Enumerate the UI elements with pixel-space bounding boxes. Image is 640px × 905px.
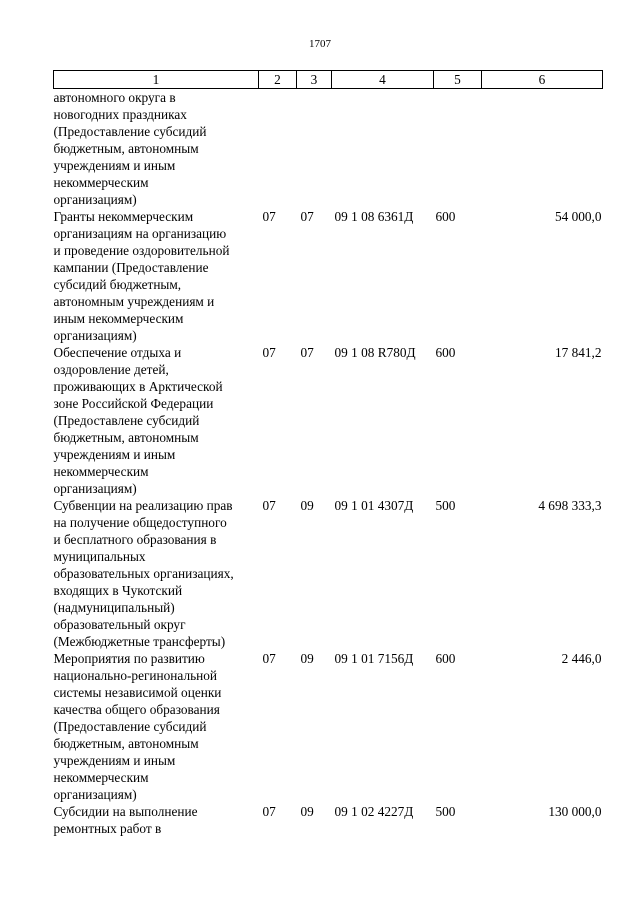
row-name-line: некоммерческим bbox=[53, 464, 149, 479]
row-amount: 4 698 333,3 bbox=[538, 498, 602, 513]
row-expense-type: 600 bbox=[435, 651, 456, 666]
row-name-line: системы независимой оценки bbox=[53, 685, 222, 700]
row-name bbox=[54, 89, 259, 209]
row-name-line: бюджетным, автономным bbox=[53, 736, 199, 751]
row-name-line: организациям) bbox=[53, 192, 137, 207]
row-section: 07 bbox=[262, 651, 276, 666]
row-section: 07 bbox=[262, 209, 276, 224]
row-expense-type: 600 bbox=[435, 209, 456, 224]
row-name-line: кампании (Предоставление bbox=[53, 260, 209, 275]
row-expense-type bbox=[434, 89, 482, 209]
row-amount: 130 000,0 bbox=[548, 804, 602, 819]
row-name-line: и проведение оздоровительной bbox=[53, 243, 230, 258]
row-name-line: бюджетным, автономным bbox=[53, 141, 199, 156]
row-section: 07 bbox=[262, 498, 276, 513]
row-name-line: Субсидии на выполнение bbox=[53, 804, 198, 819]
row-amount bbox=[482, 89, 603, 209]
row-target-article: 09 1 08 R780Д bbox=[334, 345, 416, 360]
row-name-line: автономного округа в bbox=[53, 90, 176, 105]
column-header-6: 6 bbox=[482, 71, 603, 89]
row-subsection: 09 bbox=[300, 651, 314, 666]
row-name-line: национально-регинональной bbox=[53, 668, 218, 683]
row-name-line: Субвенции на реализацию прав bbox=[53, 498, 233, 513]
row-name-line: Обеспечение отдыха и bbox=[53, 345, 182, 360]
row-name bbox=[54, 803, 259, 837]
row-section bbox=[259, 89, 297, 209]
row-name-line: оздоровление детей, bbox=[53, 362, 169, 377]
row-name-line: (Предоставление субсидий bbox=[53, 124, 207, 139]
row-expense-type: 600 bbox=[435, 345, 456, 360]
row-target-article: 09 1 01 4307Д bbox=[334, 498, 414, 513]
row-name-line: (Предоставление субсидий bbox=[53, 719, 207, 734]
row-name bbox=[54, 208, 259, 344]
row-name bbox=[54, 497, 259, 650]
column-header-4: 4 bbox=[332, 71, 434, 89]
row-subsection bbox=[297, 89, 332, 209]
row-name-line: (Предоставлене субсидий bbox=[53, 413, 200, 428]
row-target-article: 09 1 08 6361Д bbox=[334, 209, 414, 224]
row-name-line: автономным учреждениям и bbox=[53, 294, 215, 309]
row-name-line: проживающих в Арктической bbox=[53, 379, 223, 394]
table-body bbox=[54, 89, 603, 838]
row-subsection: 07 bbox=[300, 209, 314, 224]
row-section: 07 bbox=[262, 345, 276, 360]
row-name-line: Мероприятия по развитию bbox=[53, 651, 205, 666]
row-name-line: муниципальных bbox=[53, 549, 146, 564]
row-name-line: организациям) bbox=[53, 481, 137, 496]
row-name-line: некоммерческим bbox=[53, 770, 149, 785]
row-expense-type: 500 bbox=[435, 498, 456, 513]
row-name-line: организациям) bbox=[53, 787, 137, 802]
column-header-1: 1 bbox=[54, 71, 259, 89]
row-name bbox=[54, 344, 259, 497]
row-amount: 54 000,0 bbox=[554, 209, 602, 224]
page-number: 1707 bbox=[309, 38, 331, 50]
row-name-line: организациям на организацию bbox=[53, 226, 227, 241]
row-name-line: иным некоммерческим bbox=[53, 311, 184, 326]
column-header-3: 3 bbox=[297, 71, 332, 89]
table-header-row bbox=[54, 71, 603, 89]
row-name-line: некоммерческим bbox=[53, 175, 149, 190]
row-target-article bbox=[332, 89, 434, 209]
row-name-line: учреждениям и иным bbox=[53, 158, 176, 173]
row-name-line: на получение общедоступного bbox=[53, 515, 227, 530]
row-name-line: Гранты некоммерческим bbox=[53, 209, 194, 224]
table-row bbox=[54, 650, 603, 803]
row-target-article: 09 1 02 4227Д bbox=[334, 804, 414, 819]
row-name-line: и бесплатного образования в bbox=[53, 532, 217, 547]
budget-table bbox=[53, 70, 603, 837]
table-row bbox=[54, 803, 603, 837]
row-subsection: 09 bbox=[300, 498, 314, 513]
table-row bbox=[54, 497, 603, 650]
row-name bbox=[54, 650, 259, 803]
row-expense-type: 500 bbox=[435, 804, 456, 819]
row-name-line: образовательных организациях, bbox=[53, 566, 234, 581]
row-subsection: 07 bbox=[300, 345, 314, 360]
column-header-5: 5 bbox=[434, 71, 482, 89]
row-amount: 17 841,2 bbox=[554, 345, 602, 360]
row-subsection: 09 bbox=[300, 804, 314, 819]
row-name-line: (Межбюджетные трансферты) bbox=[53, 634, 226, 649]
table-row bbox=[54, 208, 603, 344]
column-header-2: 2 bbox=[259, 71, 297, 89]
row-name-line: (надмуниципальный) bbox=[53, 600, 175, 615]
row-name-line: зоне Российской Федерации bbox=[53, 396, 214, 411]
row-name-line: учреждениям и иным bbox=[53, 447, 176, 462]
row-name-line: новогодних праздниках bbox=[53, 107, 187, 122]
row-target-article: 09 1 01 7156Д bbox=[334, 651, 414, 666]
row-name-line: входящих в Чукотский bbox=[53, 583, 183, 598]
row-amount: 2 446,0 bbox=[561, 651, 602, 666]
row-name-line: ремонтных работ в bbox=[53, 821, 162, 836]
row-name-line: организациям) bbox=[53, 328, 137, 343]
table-row bbox=[54, 344, 603, 497]
row-name-line: субсидий бюджетным, bbox=[53, 277, 182, 292]
row-name-line: бюджетным, автономным bbox=[53, 430, 199, 445]
table-row bbox=[54, 89, 603, 209]
row-name-line: качества общего образования bbox=[53, 702, 220, 717]
row-name-line: учреждениям и иным bbox=[53, 753, 176, 768]
row-section: 07 bbox=[262, 804, 276, 819]
row-name-line: образовательный округ bbox=[53, 617, 186, 632]
